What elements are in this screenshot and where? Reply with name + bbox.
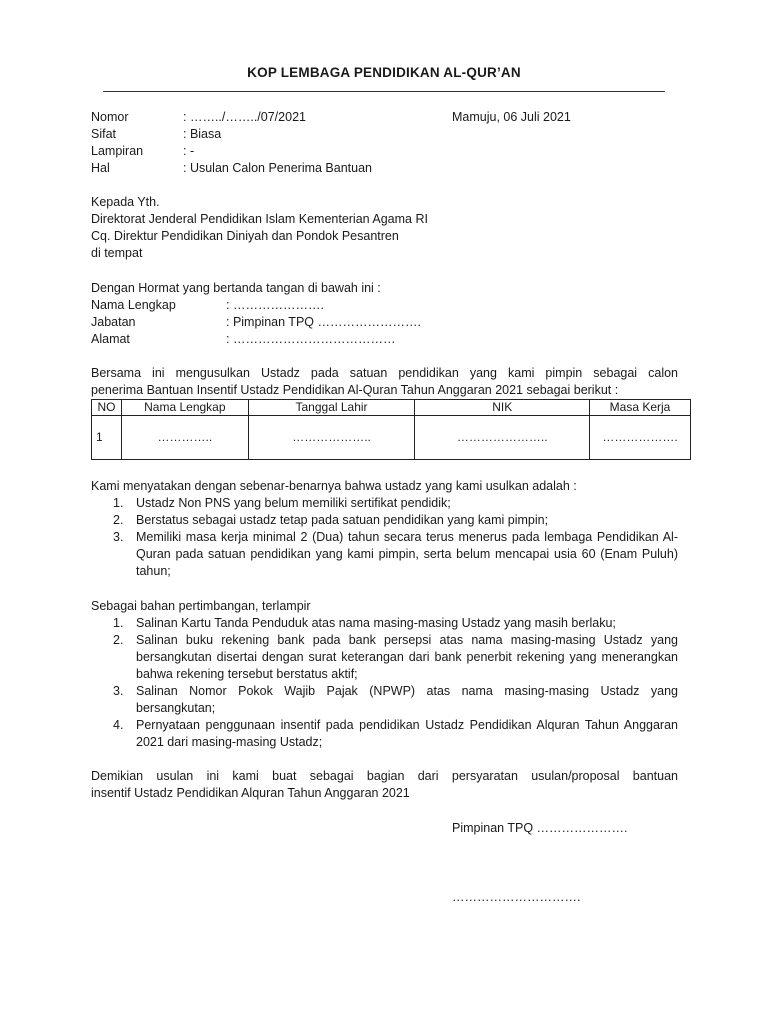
proposal-paragraph-line: Bersama ini mengusulkan Ustadz pada satuan pendidikan yang kami pimpin sebagai calon: [91, 366, 678, 380]
meta-value-hal: : Usulan Calon Penerima Bantuan: [183, 161, 373, 175]
list-item: [91, 615, 678, 632]
statement-list: [91, 495, 678, 580]
list-item-text: Salinan buku rekening bank pada bank persepsi atas nama masing-masing Ustadz yang bersangkutan disertai dengan surat keterangan dari bank penerbit rekening yang menerangkan bahwa rekening tersebut berstatus aktif;: [136, 633, 678, 681]
recipient-line: Kepada Yth.: [91, 195, 160, 209]
meta-label-sifat: Sifat: [91, 127, 117, 141]
signer-intro: Dengan Hormat yang bertanda tangan di bawah ini :: [91, 281, 381, 295]
list-item: [91, 512, 678, 529]
recipient-line: Cq. Direktur Pendidikan Diniyah dan Pondok Pesantren: [91, 229, 399, 243]
letter-date: Mamuju, 06 Juli 2021: [452, 110, 571, 124]
list-item-number: 3.: [113, 684, 124, 698]
meta-label-nomor: Nomor: [91, 110, 129, 124]
table-cell: …………..: [121, 416, 248, 460]
column-header-nik: NIK: [415, 400, 590, 416]
list-item: [91, 683, 678, 717]
column-header-no: NO: [92, 400, 122, 416]
list-item-text: Salinan Nomor Pokok Wajib Pajak (NPWP) atas nama masing-masing Ustadz yang bersangkutan;: [136, 684, 678, 715]
list-item-text: Salinan Kartu Tanda Penduduk atas nama masing-masing Ustadz yang masih berlaku;: [136, 616, 616, 630]
list-item-text: Pernyataan penggunaan insentif pada pendidikan Ustadz Pendidikan Alquran Tahun Anggaran 2021 dari masing-masing Ustadz;: [136, 718, 678, 749]
signer-value-nama: : ………………….: [226, 298, 324, 312]
table-row: [92, 416, 691, 460]
closing-line: insentif Ustadz Pendidikan Alquran Tahun Anggaran 2021: [91, 786, 410, 800]
recipient-line: Direktorat Jenderal Pendidikan Islam Kementerian Agama RI: [91, 212, 428, 226]
recipient-block: [91, 194, 428, 262]
list-item: [91, 495, 678, 512]
letterhead-divider: [103, 91, 665, 92]
column-header-tanggal-lahir: Tanggal Lahir: [248, 400, 415, 416]
signer-label-jabatan: Jabatan: [91, 315, 136, 329]
recipient-line: di tempat: [91, 246, 143, 260]
table-cell: ……………….: [590, 416, 691, 460]
list-item-number: 2.: [113, 513, 124, 527]
attachments-intro: Sebagai bahan pertimbangan, terlampir: [91, 599, 311, 613]
column-header-nama: Nama Lengkap: [121, 400, 248, 416]
signature-title: Pimpinan TPQ ………………….: [452, 821, 628, 835]
statement-intro: Kami menyatakan dengan sebenar-benarnya bahwa ustadz yang kami usulkan adalah :: [91, 479, 577, 493]
proposal-paragraph-line: penerima Bantuan Insentif Ustadz Pendidikan Al-Quran Tahun Anggaran 2021 sebagai berikut :: [91, 383, 619, 397]
letterhead-title: KOP LEMBAGA PENDIDIKAN AL-QUR’AN: [247, 65, 521, 80]
signer-value-jabatan: : Pimpinan TPQ …………………….: [226, 315, 421, 329]
signature-name: ………………………….: [452, 890, 581, 904]
list-item-text: Berstatus sebagai ustadz tetap pada satuan pendidikan yang kami pimpin;: [136, 513, 549, 527]
signer-label-nama: Nama Lengkap: [91, 298, 176, 312]
table-cell: 1: [92, 416, 122, 460]
signer-value-alamat: : …………………………………: [226, 332, 396, 346]
meta-value-lampiran: : -: [183, 144, 195, 158]
meta-label-lampiran: Lampiran: [91, 144, 144, 158]
meta-value-nomor: : ……../……../07/2021: [183, 110, 306, 124]
list-item: [91, 717, 678, 751]
column-header-masa-kerja: Masa Kerja: [590, 400, 691, 416]
list-item-number: 3.: [113, 530, 124, 544]
list-item-number: 1.: [113, 616, 124, 630]
list-item-text: Memiliki masa kerja minimal 2 (Dua) tahun secara terus menerus pada lembaga Pendidikan Al-Quran pada satuan pendidikan yang kami pimpin, serta belum mencapai usia 60 (Enam Puluh) tahun;: [136, 530, 678, 578]
list-item-number: 4.: [113, 718, 124, 732]
nominee-table: [91, 399, 691, 460]
table-cell: …………………..: [415, 416, 590, 460]
signer-label-alamat: Alamat: [91, 332, 130, 346]
list-item: [91, 632, 678, 683]
list-item-number: 2.: [113, 633, 124, 647]
meta-value-sifat: : Biasa: [183, 127, 222, 141]
table-header-row: [92, 400, 691, 416]
attachments-list: [91, 615, 678, 751]
list-item-text: Ustadz Non PNS yang belum memiliki sertifikat pendidik;: [136, 496, 451, 510]
list-item: [91, 529, 678, 580]
list-item-number: 1.: [113, 496, 124, 510]
table-cell: ………………..: [248, 416, 415, 460]
meta-label-hal: Hal: [91, 161, 110, 175]
closing-line: Demikian usulan ini kami buat sebagai bagian dari persyaratan usulan/proposal bantuan: [91, 769, 678, 783]
